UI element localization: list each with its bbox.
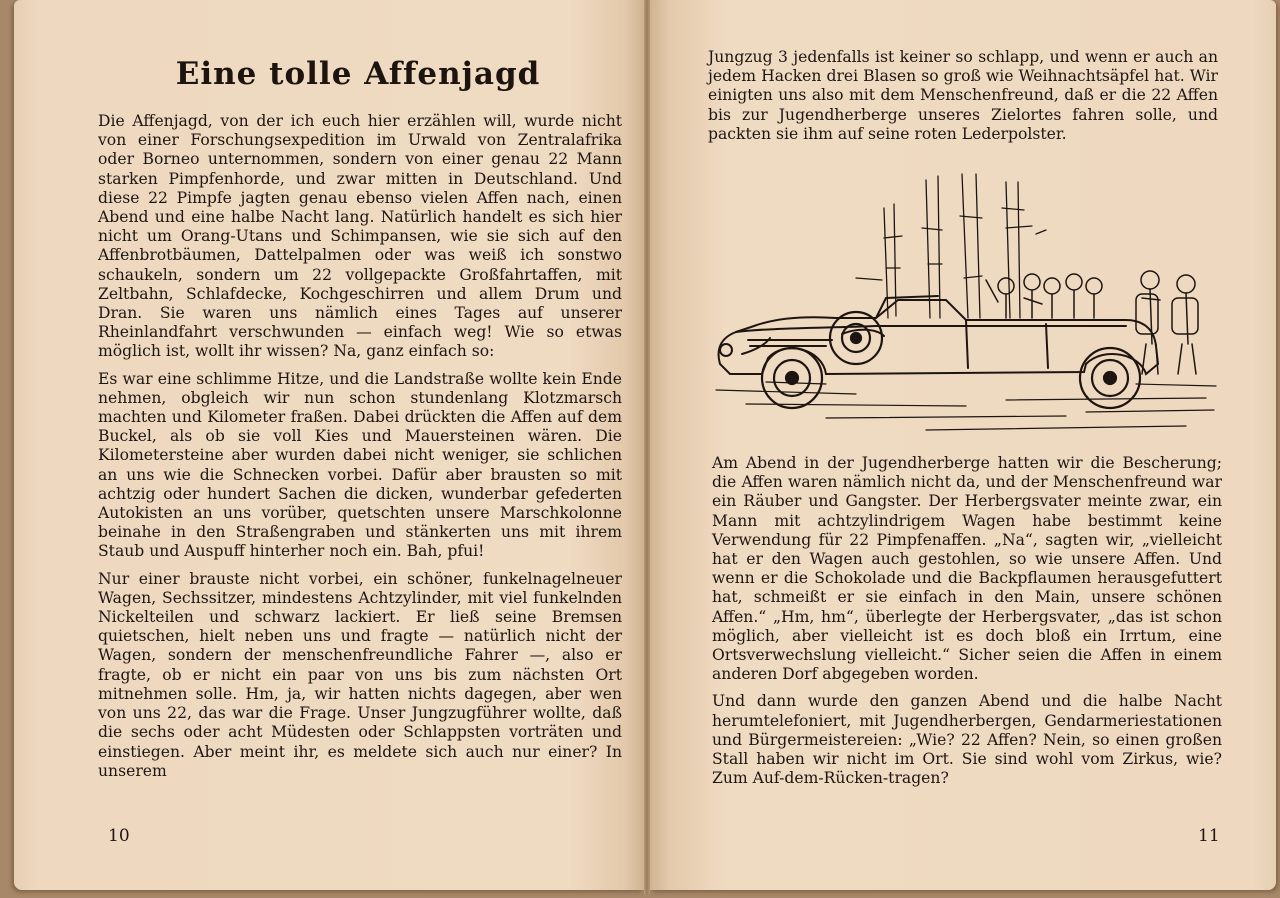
paragraph: Nur einer brauste nicht vorbei, ein schöner, funkelnagelneuer Wagen, Sechssitzer, mindestens Achtzylinder, mit viel funkelnden Nickelteilen und schwarz lackiert. Er ließ seine Bremsen quietschen, hielt neben uns und fragte — natürlich nicht der Wagen, sondern der menschenfreundliche Fahrer —, also er fragte, ob er nicht ein paar von uns bis zum nächsten Ort mitnehmen solle. Hm, ja, wir hatten nichts dagegen, aber wen von uns 22, das war die Frage. Unser Jungzugführer wollte, daß die sechs oder acht Müdesten oder Schlappsten vorträten und einstiegen. Aber meint ihr, es meldete sich auch nur einer? In unserem [98, 569, 622, 780]
paragraph: Am Abend in der Jugendherberge hatten wir die Bescherung; die Affen waren nämlich nicht da, und der Menschenfreund war ein Räuber und Gangster. Der Herbergsvater meinte zwar, ein Mann mit achtzylindrigem Wagen habe bestimmt keine Verwendung für 22 Pimpfenaffen. „Na“, sagten wir, „vielleicht hat er den Wagen auch gestohlen, so wie unsere Affen. Und wenn er die Schokolade und die Backpflaumen herausgefuttert hat, schmeißt er sie einfach in den Main, unsere schönen Affen.“ „Hm, hm“, überlegte der Herbergsvater, „das ist schon möglich, aber vielleicht ist es doch bloß ein Irrtum, eine Ortsverwechslung vielleicht.“ Sicher seien die Affen in einem anderen Dorf abgegeben worden. [712, 454, 1222, 684]
tree-trunks [856, 174, 1046, 318]
page-number-left: 10 [108, 826, 130, 846]
ground-lines [716, 382, 1216, 430]
right-page-bottom-text [712, 454, 1222, 788]
paragraph: Die Affenjagd, von der ich euch hier erzählen will, wurde nicht von einer Forschungsexpedition im Urwald von Zentralafrika oder Borneo unternommen, sondern von einer genau 22 Mann starken Pimpfenhorde, und zwar mitten in Deutschland. Und diese 22 Pimpfe jagten genau ebenso vielen Affen nach, einen Abend und eine halbe Nacht lang. Natürlich handelt es sich hier nicht um Orang-Utans und Schimpansen, wie sie sich auf den Affenbrotbäumen, Dattelpalmen oder was weiß ich sonstwo schaukeln, sondern um 22 vollgepackte Großfahrtaffen, mit Zeltbahn, Schlafdecke, Kochgeschirren und allem Drum und Dran. Sie waren uns nämlich eines Tages auf unserer Rheinlandfahrt verschwunden — einfach weg! Wie so etwas möglich ist, wollt ihr wissen? Na, ganz einfach so: [98, 112, 622, 361]
right-page [650, 0, 1276, 890]
page-number-right: 11 [1198, 826, 1220, 846]
right-page-top-text [708, 48, 1218, 144]
chapter-title: Eine tolle Affenjagd [175, 56, 541, 92]
paragraph: Jungzug 3 jedenfalls ist keiner so schlapp, und wenn er auch an jedem Hacken drei Blasen so groß wie Weihnachtsäpfel hat. Wir einigten uns also mit dem Menschenfreund, daß er die 22 Affen bis zur Jugendherberge unseres Zielortes fahren solle, und packten sie ihm auf seine roten Lederpolster. [708, 48, 1218, 143]
left-page-text [98, 112, 622, 781]
paragraph: Und dann wurde den ganzen Abend und die halbe Nacht herumtelefoniert, mit Jugendherbergen, Gendarmeriestationen und Bürgermeistereien: „Wie? 22 Affen? Nein, so einen großen Stall haben wir nicht im Ort. Sie sind wohl vom Zirkus, wie? Zum Auf-dem-Rücken-tragen? [712, 692, 1222, 788]
left-page [14, 0, 644, 890]
paragraph: Es war eine schlimme Hitze, und die Landstraße wollte kein Ende nehmen, obgleich wir nun schon stundenlang Klotzmarsch machten und Kilometer fraßen. Dabei drückten die Affen auf dem Buckel, als ob sie voll Kies und Mauersteinen wären. Die Kilometersteine aber wurden dabei nicht weniger, sie schlichen an uns wie die Schnecken vorbei. Dafür aber brausten so mit achtzig oder hundert Sachen die dicken, wunderbar gefederten Autokisten an uns vorüber, quetschten unsere Marschkolonne beinahe in den Straßengraben und stänkerten uns mit ihrem Staub und Auspuff hinterher noch ein. Bah, pfui! [98, 369, 622, 561]
car-illustration [706, 168, 1220, 442]
